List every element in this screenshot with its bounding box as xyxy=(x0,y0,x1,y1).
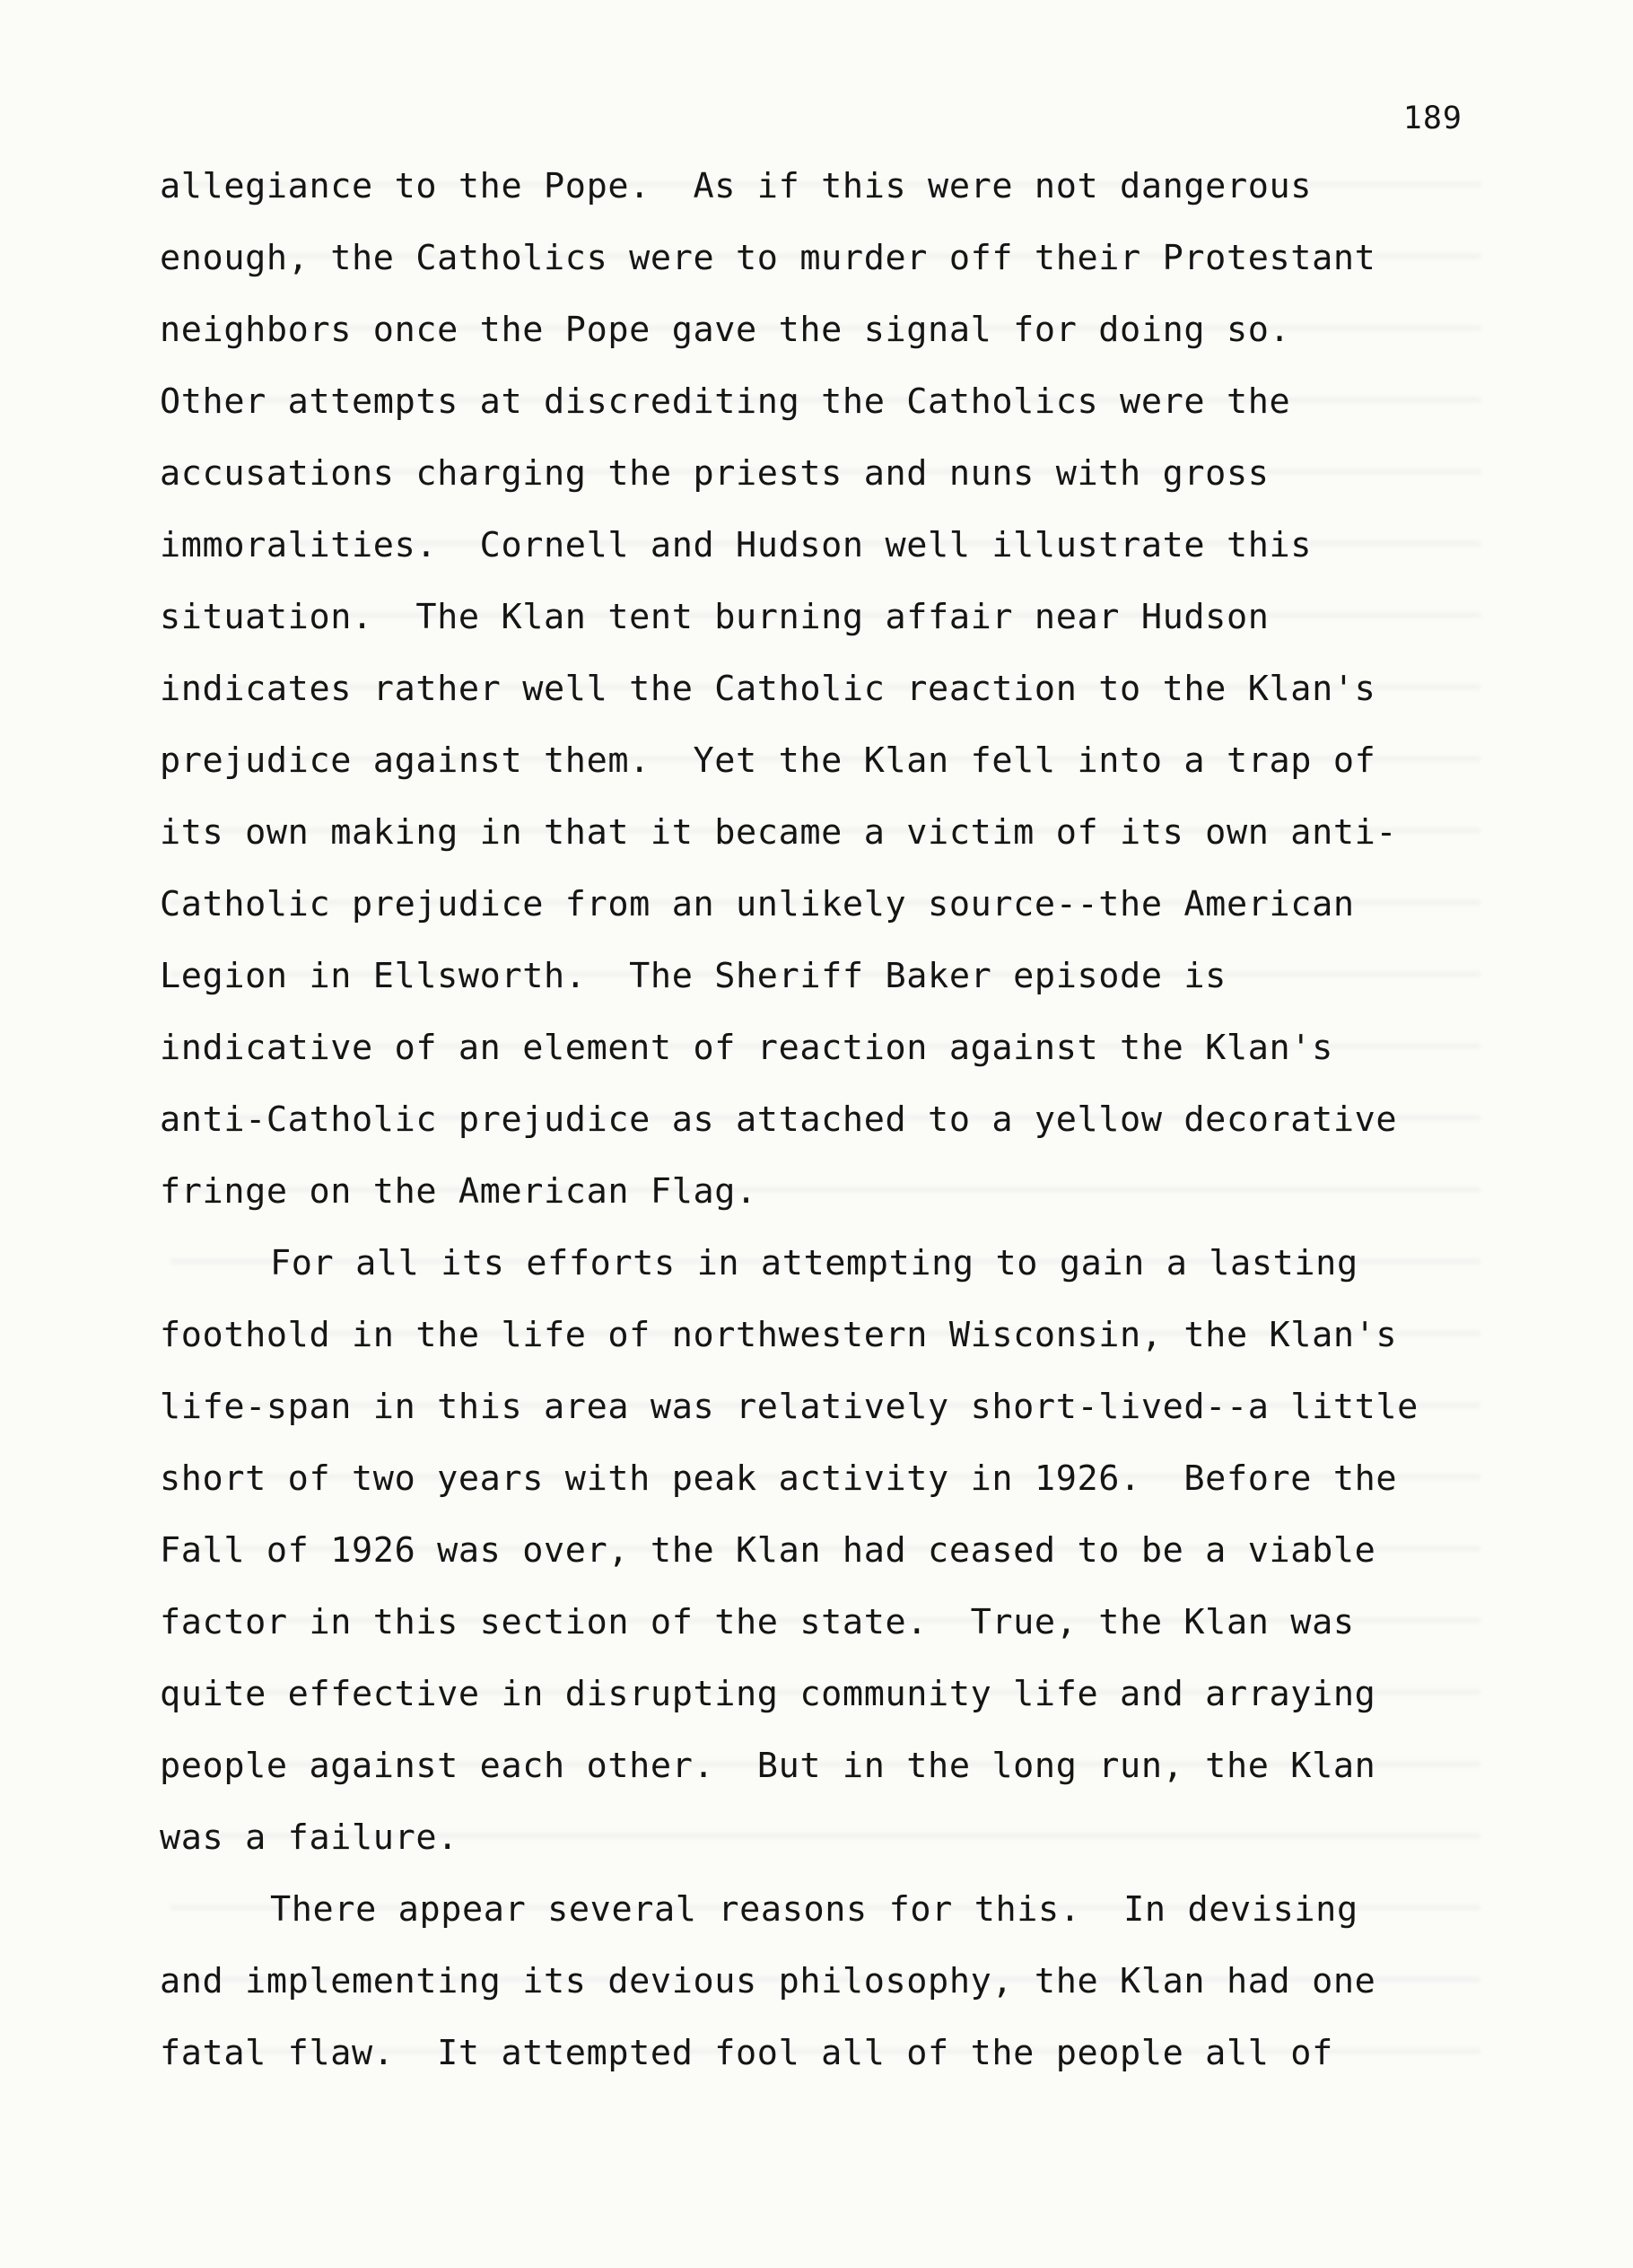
text-line: allegiance to the Pope. As if this were not dangerous xyxy=(160,166,1313,206)
text-line: situation. The Klan tent burning affair near Hudson xyxy=(160,597,1270,637)
paragraph-start-line: For all its efforts in attempting to gain a lasting xyxy=(270,1243,1358,1283)
text-line: quite effective in disrupting community life and arraying xyxy=(160,1674,1376,1714)
text-line: Other attempts at discrediting the Catholics were the xyxy=(160,381,1291,422)
text-line: immoralities. Cornell and Hudson well illustrate this xyxy=(160,525,1313,565)
body-text xyxy=(160,160,1479,2098)
text-line: Legion in Ellsworth. The Sheriff Baker episode is xyxy=(160,956,1227,996)
page-number: 189 xyxy=(1402,101,1463,136)
text-line: Catholic prejudice from an unlikely source--the American xyxy=(160,884,1355,924)
text-line: prejudice against them. Yet the Klan fell into a trap of xyxy=(160,740,1376,781)
text-line: fatal flaw. It attempted fool all of the people all of xyxy=(160,2033,1333,2073)
text-line: was a failure. xyxy=(160,1817,458,1858)
text-line: people against each other. But in the long run, the Klan xyxy=(160,1746,1376,1786)
paragraph-start-line: There appear several reasons for this. In devising xyxy=(270,1889,1358,1930)
text-line: accusations charging the priests and nuns with gross xyxy=(160,453,1270,494)
text-line: neighbors once the Pope gave the signal for doing so. xyxy=(160,310,1291,350)
text-line: anti-Catholic prejudice as attached to a yellow decorative xyxy=(160,1099,1398,1140)
text-line: its own making in that it became a victim of its own anti- xyxy=(160,812,1398,853)
text-line: short of two years with peak activity in 1926. Before the xyxy=(160,1458,1398,1499)
text-line: fringe on the American Flag. xyxy=(160,1171,757,1212)
text-line: indicates rather well the Catholic reaction to the Klan's xyxy=(160,669,1376,709)
text-line: life-span in this area was relatively short-lived--a little xyxy=(160,1387,1419,1427)
text-line: factor in this section of the state. True, the Klan was xyxy=(160,1602,1355,1642)
text-line: indicative of an element of reaction against the Klan's xyxy=(160,1028,1333,1068)
text-line: and implementing its devious philosophy, the Klan had one xyxy=(160,1961,1376,2001)
text-line: Fall of 1926 was over, the Klan had ceased to be a viable xyxy=(160,1530,1376,1571)
text-line: enough, the Catholics were to murder off their Protestant xyxy=(160,238,1376,278)
text-line: foothold in the life of northwestern Wisconsin, the Klan's xyxy=(160,1315,1398,1355)
